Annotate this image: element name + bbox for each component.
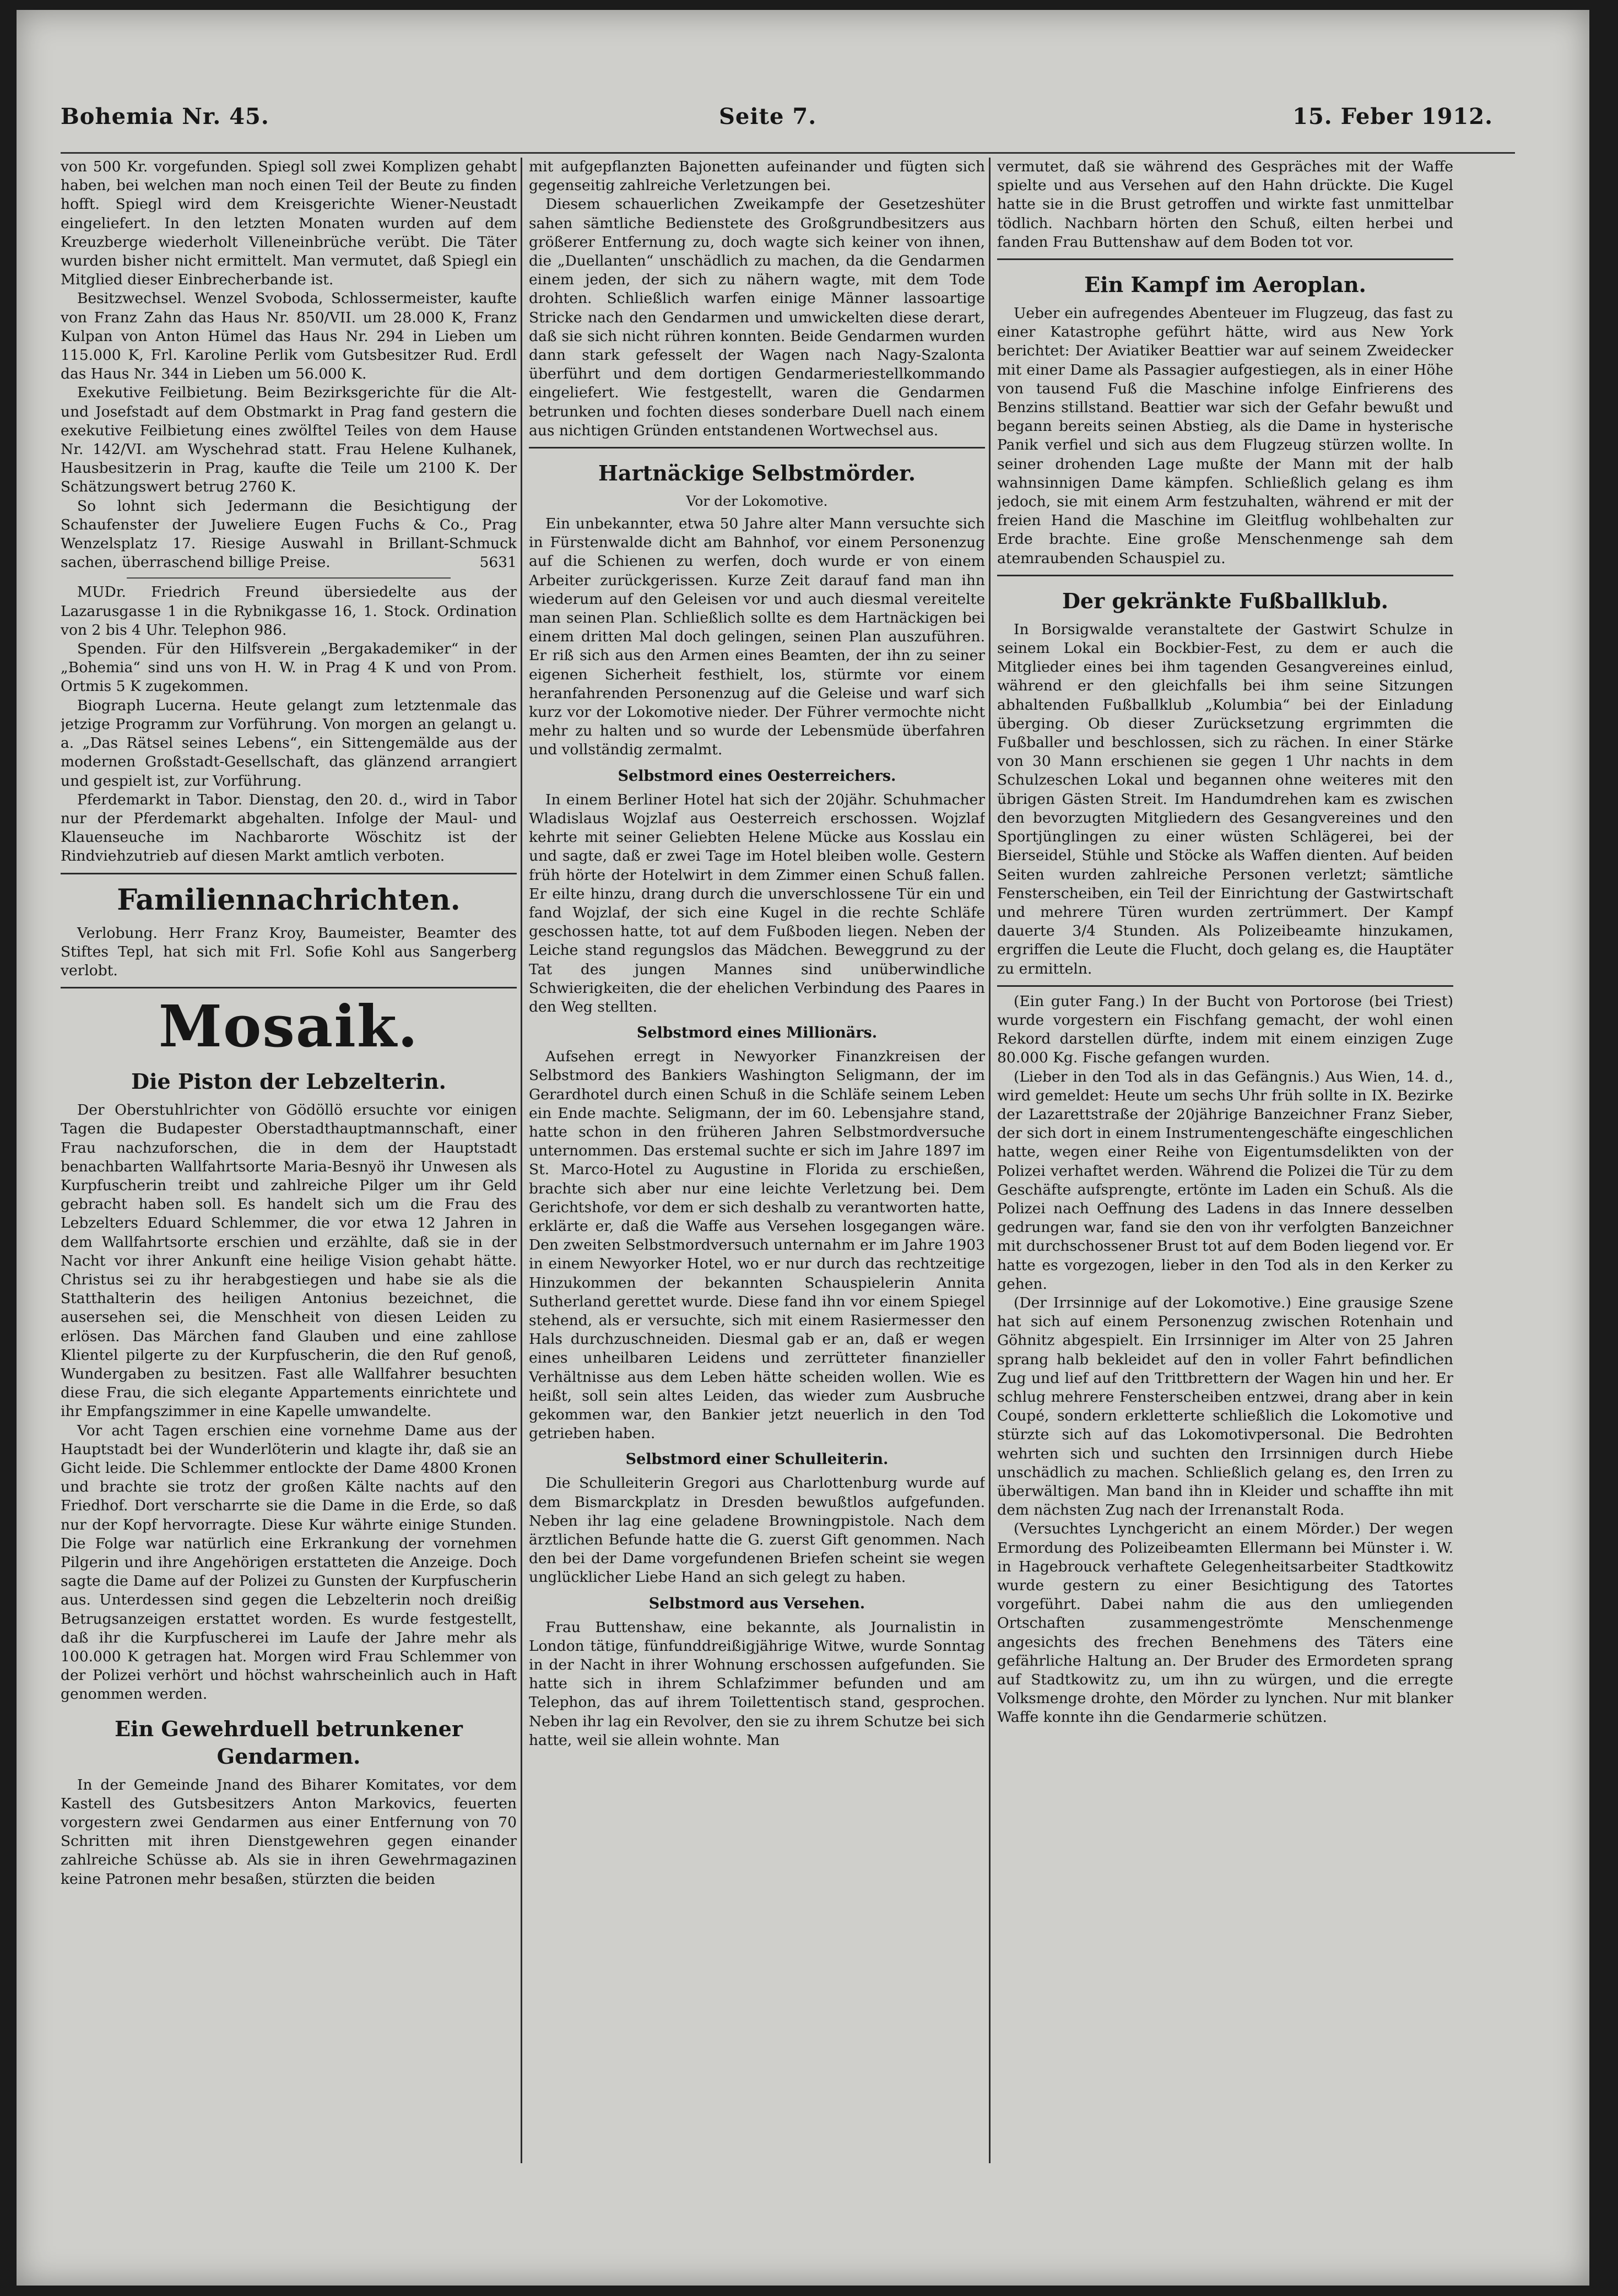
- article-paragraph: Spenden. Für den Hilfsverein „Bergakademiker“ in der „Bohemia“ sind uns von H. W. in Prag 4 K und von Prom. Ortmis 5 K zugekommen.: [61, 640, 517, 695]
- divider: [61, 873, 517, 874]
- article-paragraph: (Der Irrsinnige auf der Lokomotive.) Eine grausige Szene hat sich auf einem Personenzug zwischen Rotenhain und Göhnitz abgespielt. Ein Irrsinniger im Alter von 25 Jahren sprang halb bekleidet auf den in voller Fahrt befindlichen Zug und lief auf den Trittbrettern der Wagen hin und her. Er schlug mehrere Fensterscheiben entzwei, drang aber in kein Coupé, sondern erkletterte schließlich die Lokomotive und stürzte sich auf das Lokomotivpersonal. Die Bedrohten wehrten sich und suchten den Irrsinnigen durch Hiebe unschädlich zu machen. Schließlich gelang es, den Irren zu überwältigen. Man band ihn in Kleider und schaffte ihn mit dem nächsten Zug nach der Irrenanstalt Roda.: [997, 1294, 1453, 1519]
- article-paragraph: von 500 Kr. vorgefunden. Spiegl soll zwei Komplizen gehabt haben, bei welchen man noch einen Teil der Beute zu finden hofft. Spiegl wird dem Kreisgerichte Wiener-Neustadt eingeliefert. In den letzten Monaten wurden auf dem Kreuzberge wiederholt Villeneinbrüche verübt. Die Täter wurden bisher nicht ermittelt. Man vermutet, daß Spiegl ein Mitglied dieser Einbrecherbande ist.: [61, 158, 517, 289]
- article-paragraph: Ueber ein aufregendes Abenteuer im Flugzeug, das fast zu einer Katastrophe geführt hätte, wird aus New York berichtet: Der Aviatiker Beattier war auf seinem Zweidecker mit einer Dame als Passagier aufgestiegen, als in einer Höhe von tausend Fuß die Maschine infolge Einfrierens des Benzins stillstand. Beattier war sich der Gefahr bewußt und begann bereits seinen Abstieg, als die Dame in hysterische Panik verfiel und sich aus dem Flugzeug stürzen wollte. In seiner drohenden Lage mußte der Mann mit der halb wahnsinnigen Dame kämpfen. Schließlich gelang es ihm jedoch, sie mit einem Arm festzuhalten, während er mit der freien Hand die Maschine im Gleitflug wohlbehalten zur Erde brachte. Eine große Menschenmenge sah dem atemraubenden Schauspiel zu.: [997, 305, 1453, 567]
- column-3: [997, 158, 1453, 2207]
- article-paragraph: Der Oberstuhlrichter von Gödöllö ersuchte vor einigen Tagen die Budapester Oberstadthauptmannschaft, einer Frau nachzuforschen, die in dem der Hauptstadt benachbarten Wallfahrtsorte Maria-Besnyö ihr Unwesen als Kurpfuscherin treibt und zahlreiche Pilger um ihr Geld gebracht haben soll. Es handelt sich um die Frau des Lebzelters Eduard Schlemmer, die vor etwa 12 Jahren in dem Wallfahrtsorte erschien und erzählte, daß sie in der Nacht vor ihrer Ankunft eine heilige Vision gehabt hätte. Christus sei zu ihr herabgestiegen und habe sie als die Statthalterin des heiligen Antonius bezeichnet, die ausersehen sei, die Menschheit von diesen Leiden zu erlösen. Das Märchen fand Glauben und eine zahllose Klientel pilgerte zu der Kurpfuscherin, die den Ruf genoß, Wundergaben zu besitzen. Fast alle Wallfahrer besuchten diese Frau, die sich elegante Appartements einrichtete und ihr Empfangszimmer in eine Kapelle umwandelte.: [61, 1101, 517, 1420]
- article-paragraph: MUDr. Friedrich Freund übersiedelte aus der Lazarusgasse 1 in die Rybnikgasse 16, 1. Stock. Ordination von 2 bis 4 Uhr. Telephon 986.: [61, 584, 517, 639]
- article-heading: Der gekränkte Fußballklub.: [1062, 588, 1389, 613]
- divider: [997, 985, 1453, 987]
- article-paragraph: Die Schulleiterin Gregori aus Charlottenburg wurde auf dem Bismarckplatz in Dresden bewußtlos aufgefunden. Neben ihr lag eine geladene Browningpistole. Nach dem ärztlichen Befunde hatte die G. zuerst Gift genommen. Nach den bei der Dame vorgefundenen Briefen scheint sie wegen unglücklicher Liebe Hand an sich gelegt zu haben.: [529, 1474, 985, 1586]
- divider: [61, 987, 517, 988]
- header-date: 15. Feber 1912.: [1292, 104, 1493, 129]
- article-subheading: Selbstmord eines Millionärs.: [636, 1024, 878, 1042]
- article-subheading: Selbstmord einer Schulleiterin.: [625, 1451, 889, 1468]
- article-paragraph: Vor acht Tagen erschien eine vornehme Dame aus der Hauptstadt bei der Wunderlöterin und klagte ihr, daß sie an Gicht leide. Die Schlemmer entlockte der Dame 4800 Kronen und brachte sie trotz der großen Kälte nachts auf den Friedhof. Dort verscharrte sie die Dame in die Erde, so daß nur der Kopf hervorragte. Diese Kur währte einige Stunden. Die Folge war natürlich eine Erkrankung der vornehmen Pilgerin und ihre Angehörigen erstatteten die Anzeige. Doch sagte die Dame auf der Polizei zu Gunsten der Kurpfuscherin aus. Unterdessen sind gegen die Lebzelterin noch dreißig Betrugsanzeigen erstattet worden. Es wurde festgestellt, daß ihr die Kurpfuscherei im Laufe der Jahre mehr als 100.000 K getragen hat. Morgen wird Frau Schlemmer von der Polizei verhört und höchst wahrscheinlich auch in Haft genommen werden.: [61, 1422, 517, 1703]
- article-subheading: Selbstmord aus Versehen.: [648, 1595, 865, 1612]
- article-paragraph: (Ein guter Fang.) In der Bucht von Portorose (bei Triest) wurde vorgestern ein Fischfang gemacht, der wohl einen Rekord darstellen dürfte, indem mit einem einzigen Zuge 80.000 Kg. Fische gefangen wurden.: [997, 992, 1453, 1067]
- column-1: [61, 158, 517, 2207]
- section-heading: Mosaik.: [158, 992, 419, 1061]
- article-paragraph: Pferdemarkt in Tabor. Dienstag, den 20. d., wird in Tabor nur der Pferdemarkt abgehalten. Infolge der Maul- und Klauenseuche im Nachbarorte Wöschitz ist der Rindviehzutrieb auf diesen Markt amtlich verboten.: [61, 791, 517, 865]
- article-paragraph: Verlobung. Herr Franz Kroy, Baumeister, Beamter des Stiftes Tepl, hat sich mit Frl. Sofie Kohl aus Sangerberg verlobt.: [61, 924, 517, 979]
- article-heading: Ein Gewehrduell betrunkener Gendarmen.: [115, 1716, 463, 1769]
- article-subheading: Vor der Lokomotive.: [686, 493, 828, 510]
- section-heading: Familiennachrichten.: [117, 883, 461, 917]
- article-paragraph: Biograph Lucerna. Heute gelangt zum letztenmale das jetzige Programm zur Vorführung. Von morgen an gelangt u. a. „Das Rätsel seines Lebens“, ein Sittengemälde aus der modernen Großstadt-Gesellschaft, das glänzend arrangiert und gespielt ist, zur Vorführung.: [61, 696, 517, 790]
- header-issue: Bohemia Nr. 45.: [61, 104, 269, 129]
- header-rule: [61, 152, 1515, 154]
- newspaper-page: [17, 10, 1589, 2286]
- article-paragraph: Besitzwechsel. Wenzel Svoboda, Schlossermeister, kaufte von Franz Zahn das Haus Nr. 850/VII. um 28.000 K, Franz Kulpan von Anton Hümel das Haus Nr. 294 in Lieben um 115.000 K, Frl. Karoline Perlik vom Gutsbesitzer Rud. Erdl das Haus Nr. 344 in Lieben um 56.000 K.: [61, 290, 517, 383]
- article-paragraph: mit aufgepflanzten Bajonetten aufeinander und fügten sich gegenseitig zahlreiche Verletzungen bei.: [529, 158, 985, 195]
- article-paragraph: Aufsehen erregt in Newyorker Finanzkreisen der Selbstmord des Bankiers Washington Seligmann, der im Gerardhotel durch einen Schuß in die Schläfe seinem Leben ein Ende machte. Seligmann, der im 60. Lebensjahre stand, hatte schon in den früheren Jahren Selbstmordversuche unternommen. Das erstemal suchte er sich im Jahre 1897 im St. Marco-Hotel zu Augustine in Florida zu erschießen, brachte sich aber nur eine leichte Verletzung bei. Dem Gerichtshofe, vor dem er sich deshalb zu verantworten hatte, erklärte er, daß die Waffe aus Versehen losgegangen wäre. Den zweiten Selbstmordversuch unternahm er im Jahre 1903 in einem Newyorker Hotel, wo er nur durch das rechtzeitige Hinzukommen der bekannten Schauspielerin Annita Sutherland gerettet wurde. Diese fand ihn vor einem Spiegel stehend, als er versuchte, sich mit einem Rasiermesser den Hals durchzuschneiden. Diesmal gab er an, daß er wegen eines unheilbaren Leidens und zerrütteter finanzieller Verhältnisse aus dem Leben hätte scheiden wollen. Wie es heißt, soll sein altes Leiden, das wieder zum Ausbruche gekommen war, den Bankier jetzt neuerlich in den Tod getrieben haben.: [529, 1048, 985, 1443]
- article-paragraph: (Lieber in den Tod als in das Gefängnis.) Aus Wien, 14. d., wird gemeldet: Heute um sechs Uhr früh sollte in IX. Bezirke der Lazarettstraße der 20jährige Banzeichner Franz Sieber, der sich dort in einem Instrumentengeschäfte eingeschlichen hatte, wegen einer Reihe von Eigentumsdelikten von der Polizei verhaftet werden. Während die Polizei die Tür zu dem Geschäfte aufsprengte, ertönte im Laden ein Schuß. Als die Polizei nach Oeffnung des Ladens in das Innere desselben gedrungen war, fand sie den von ihr verfolgten Banzeichner mit durchschossener Brust tot auf dem Boden liegend vor. Er hatte es vorgezogen, lieber in den Tod als in den Kerker zu gehen.: [997, 1068, 1453, 1293]
- article-heading: Die Piston der Lebzelterin.: [131, 1069, 446, 1094]
- column-divider: [989, 158, 991, 2163]
- page-header: [61, 104, 1493, 142]
- divider: [997, 258, 1453, 260]
- article-paragraph: Ein unbekannter, etwa 50 Jahre alter Mann versuchte sich in Fürstenwalde dicht am Bahnhof, vor einem Personenzug auf die Schienen zu werfen, doch wurde er von einem Arbeiter zurückgerissen. Kurze Zeit darauf fand man ihn wiederum auf den Geleisen vor und auch diesmal vereitelte man seinen Plan. Schließlich sollte es dem Hartnäckigen bei einem dritten Mal doch gelingen, seinen Plan auszuführen. Er riß sich aus den Armen eines Beamten, der ihn zu seiner eigenen Sicherheit festhielt, los, stürmte vor einem heranfahrenden Personenzug auf die Geleise und warf sich kurz vor der Lokomotive nieder. Der Führer vermochte nicht mehr zu halten und so wurde der Lebensmüde überfahren und vollständig zermalmt.: [529, 515, 985, 759]
- article-heading: Ein Kampf im Aeroplan.: [1084, 272, 1366, 298]
- article-paragraph: In Borsigwalde veranstaltete der Gastwirt Schulze in seinem Lokal ein Bockbier-Fest, zu dem er auch die Mitglieder eines bei ihm tagenden Gesangvereines einlud, während er den gleichfalls bei ihm seine Sitzungen abhaltenden Fußballklub „Kolumbia“ bei der Einladung überging. Ob dieser Zurücksetzung ergrimmten die Fußballer und beschlossen, sich zu rächen. In einer Stärke von 30 Mann erschienen sie gegen 1 Uhr nachts in dem Schulzeschen Lokal und begannen ohne weiteres mit den übrigen Gästen Streit. Im Handumdrehen kam es zwischen den bevorzugten Mitgliedern des Gesangvereines und den Sportjünglingen zu einer wüsten Schlägerei, bei der Bierseidel, Stühle und Stöcke als Waffen dienten. Auf beiden Seiten wurden zahlreiche Personen verletzt; sämtliche Fensterscheiben, ein Teil der Einrichtung der Gastwirtschaft und mehrere Türen wurden zertrümmert. Der Kampf dauerte 3/4 Stunden. Als Polizeibeamte hinzukamen, ergriffen die Leute die Flucht, doch gelang es, die Hauptäter zu ermitteln.: [997, 620, 1453, 977]
- article-subheading: Selbstmord eines Oesterreichers.: [618, 767, 896, 785]
- header-page-number: Seite 7.: [719, 104, 817, 129]
- article-paragraph: Frau Buttenshaw, eine bekannte, als Journalistin in London tätige, fünfunddreißigjährige Witwe, wurde Sonntag in der Nacht in ihrer Wohnung erschossen aufgefunden. Sie hatte sich in ihrem Schlafzimmer befunden und am Telephon, das auf ihrem Toilettentisch stand, gesprochen. Neben ihr lag ein Revolver, den sie zu ihrem Schutze bei sich hatte, weil sie allein wohnte. Man: [529, 1618, 985, 1749]
- article-paragraph: In einem Berliner Hotel hat sich der 20jähr. Schuhmacher Wladislaus Wojzlaf aus Oesterreich erschossen. Wojzlaf kehrte mit seiner Geliebten Helene Mücke aus Kosslau ein und sagte, daß er zwei Tage im Hotel bleiben wolle. Gestern früh hörte der Hotelwirt in dem Zimmer einen Schuß fallen. Er eilte hinzu, drang durch die unverschlossene Tür ein und fand Wojzlaf, der sich eine Kugel in die rechte Schläfe geschossen hatte, tot auf dem Fußboden liegen. Neben der Leiche stand regungslos das Mädchen. Beweggrund zu der Tat des jungen Mannes sind unüberwindliche Schwierigkeiten, die der ehelichen Verbindung des Paares in den Weg stellten.: [529, 791, 985, 1015]
- advertisement-paragraph: [61, 497, 517, 572]
- article-paragraph: In der Gemeinde Jnand des Biharer Komitates, vor dem Kastell des Gutsbesitzers Anton Markovics, feuerten vorgestern zwei Gendarmen aus einer Entfernung von 70 Schritten mit ihren Dienstgewehren gegen einander zahlreiche Schüsse ab. Als sie in ihren Gewehrmagazinen keine Patronen mehr besaßen, stürzten die beiden: [61, 1776, 517, 1888]
- advertisement-number: 5631: [479, 554, 517, 571]
- article-paragraph: Diesem schauerlichen Zweikampfe der Gesetzeshüter sahen sämtliche Bedienstete des Großgrundbesitzers aus größerer Entfernung zu, doch wagte sich keiner von ihnen, die „Duellanten“ unschädlich zu machen, da die Gendarmen einem jeden, der sich zu nähern wagte, mit dem Tode drohten. Schließlich warfen einige Männer lassoartige Stricke nach den Gendarmen und umwickelten diese derart, daß sie sich nicht rühren konnten. Beide Gendarmen wurden dann stark gefesselt der Wagen nach Nagy-Szalonta überführt und dem dortigen Gendarmeriestellkommando eingeliefert. Wie festgestellt, waren die Gendarmen betrunken und fochten dieses sonderbare Duell nach einem aus nichtigen Gründen entstandenen Wortwechsel aus.: [529, 196, 985, 439]
- article-paragraph: vermutet, daß sie während des Gespräches mit der Waffe spielte und aus Versehen auf den Hahn drückte. Die Kugel hatte sie in die Brust getroffen und wirkte fast unmittelbar tödlich. Nachbarn hörten den Schuß, eilten herbei und fanden Frau Buttenshaw auf dem Boden tot vor.: [997, 158, 1453, 251]
- article-paragraph: Exekutive Feilbietung. Beim Bezirksgerichte für die Alt- und Josefstadt auf dem Obstmarkt in Prag fand gestern die exekutive Feilbietung eines zwölftel Teiles von dem Hause Nr. 142/VI. am Wyschehrad statt. Frau Helene Kulhanek, Hausbesitzerin in Prag, kaufte die Teile um 2100 K. Der Schätzungswert betrug 2760 K.: [61, 384, 517, 496]
- advertisement-text: So lohnt sich Jedermann die Besichtigung der Schaufenster der Juweliere Eugen Fuchs & Co., Prag Wenzelsplatz 17. Riesige Auswahl in Brillant-Schmuck sachen, überraschend billige Preise.: [61, 497, 517, 571]
- divider: [127, 577, 451, 579]
- article-heading: Hartnäckige Selbstmörder.: [598, 461, 916, 486]
- divider: [997, 575, 1453, 576]
- divider: [529, 447, 985, 449]
- article-paragraph: (Versuchtes Lynchgericht an einem Mörder.) Der wegen Ermordung des Polizeibeamten Ellermann bei Münster i. W. in Hagebrouck verhaftete Gelegenheitsarbeiter Stadtkowitz wurde gestern zu einer Besichtigung des Tatortes vorgeführt. Dabei nahm die aus den umliegenden Ortschaften zusammengeströmte Menschenmenge angesichts des frechen Benehmens des Täters eine gefährliche Haltung an. Der Bruder des Ermordeten sprang auf Stadtkowitz zu, um ihn zu würgen, und die erregte Volksmenge drohte, den Mörder zu lynchen. Nur mit blanker Waffe konnte ihn die Gendarmerie schützen.: [997, 1520, 1453, 1726]
- column-divider: [521, 158, 522, 2163]
- column-2: [529, 158, 985, 2207]
